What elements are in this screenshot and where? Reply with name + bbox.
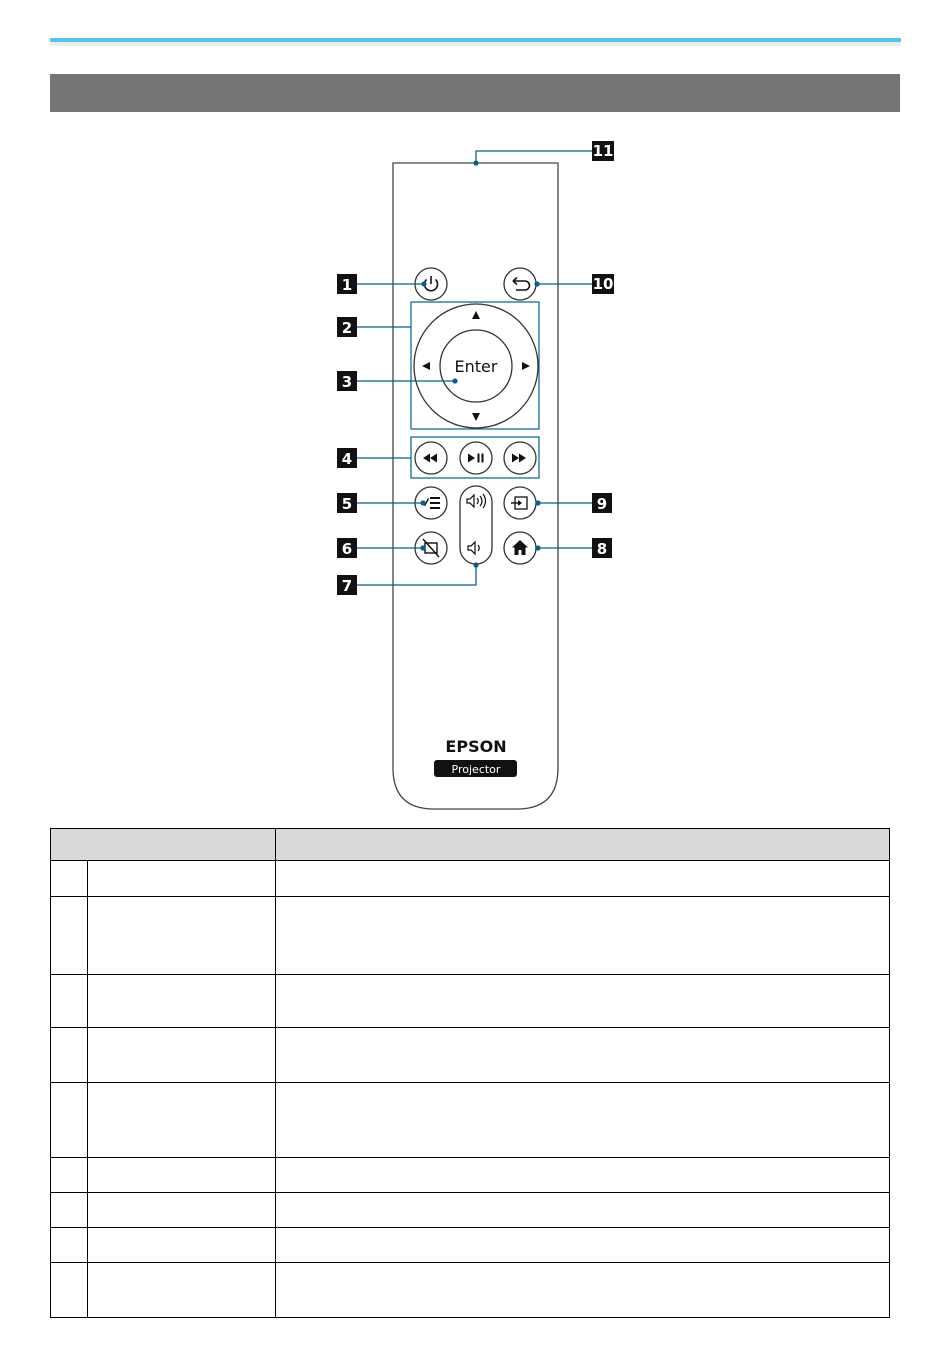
svg-text:3: 3	[341, 373, 353, 391]
svg-text:11: 11	[592, 142, 614, 160]
back-button[interactable]	[504, 268, 536, 300]
svg-text:7: 7	[341, 577, 353, 595]
table-header-name	[51, 829, 276, 861]
callout-8	[592, 538, 612, 558]
table-row	[51, 1083, 890, 1158]
callout-3	[337, 371, 357, 391]
table-row	[51, 1158, 890, 1193]
brand-logo: EPSON	[445, 737, 507, 756]
button-description-table	[50, 828, 890, 1318]
svg-text:4: 4	[341, 450, 353, 468]
home-button[interactable]	[504, 532, 536, 564]
svg-text:1: 1	[341, 276, 353, 294]
callout-2	[337, 317, 357, 337]
table-row	[51, 861, 890, 897]
enter-button[interactable]	[440, 330, 512, 402]
callout-1	[337, 274, 357, 294]
callout-6	[337, 538, 357, 558]
table-row	[51, 1263, 890, 1318]
model-badge-label: Projector	[451, 763, 501, 776]
rewind-button[interactable]	[415, 442, 447, 474]
fast-forward-button[interactable]	[504, 442, 536, 474]
volume-rocker[interactable]	[460, 486, 492, 564]
svg-text:8: 8	[596, 540, 608, 558]
callout-11	[592, 141, 614, 161]
callout-9	[592, 493, 612, 513]
svg-text:2: 2	[341, 319, 353, 337]
callout-10	[592, 274, 614, 294]
table-row	[51, 1228, 890, 1263]
table-header-row	[51, 829, 890, 861]
svg-text:5: 5	[341, 495, 353, 513]
source-button[interactable]	[504, 487, 536, 519]
callout-5	[337, 493, 357, 513]
svg-text:10: 10	[592, 275, 614, 293]
table-row	[51, 1193, 890, 1228]
svg-text:9: 9	[596, 495, 608, 513]
play-pause-button[interactable]	[460, 442, 492, 474]
callout-7	[337, 575, 357, 595]
table-row	[51, 975, 890, 1028]
enter-label: Enter	[454, 357, 498, 376]
table-row	[51, 897, 890, 975]
table-row	[51, 1028, 890, 1083]
callout-4	[337, 448, 357, 468]
table-header-function	[276, 829, 890, 861]
svg-text:6: 6	[341, 540, 353, 558]
